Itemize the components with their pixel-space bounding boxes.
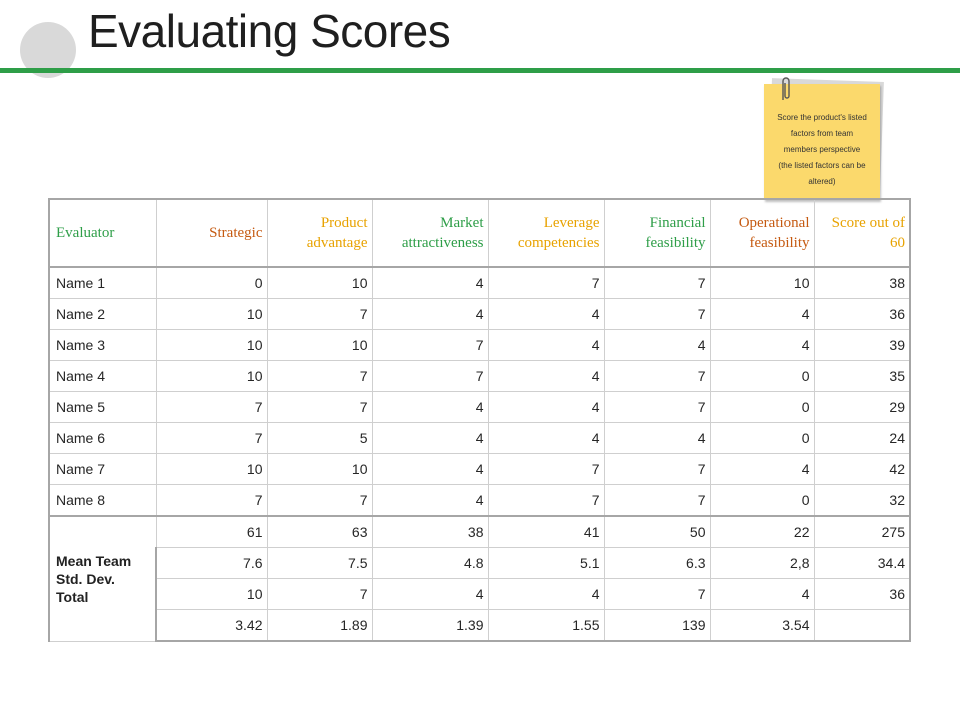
evaluator-name-cell: Name 5: [49, 392, 156, 423]
score-cell: 0: [710, 423, 814, 454]
score-cell: 4: [488, 392, 604, 423]
summary-value-cell: 139: [604, 610, 710, 642]
sticky-note-text: Score the product's listed factors from team members perspective (the listed factors can be altered): [777, 113, 867, 186]
summary-value-cell: 6.3: [604, 548, 710, 579]
score-cell: 4: [372, 485, 488, 517]
score-cell: 7: [156, 423, 267, 454]
score-cell: 10: [156, 330, 267, 361]
score-cell: 7: [267, 485, 372, 517]
score-cell: 0: [710, 392, 814, 423]
score-cell: 38: [814, 267, 910, 299]
score-cell: 7: [604, 485, 710, 517]
score-cell: 7: [156, 392, 267, 423]
score-cell: 7: [267, 361, 372, 392]
summary-value-cell: 34.4: [814, 548, 910, 579]
score-cell: 7: [604, 299, 710, 330]
table-row: [49, 423, 910, 454]
score-cell: 10: [267, 330, 372, 361]
summary-value-cell: 4.8: [372, 548, 488, 579]
score-cell: 7: [488, 267, 604, 299]
paperclip-icon: [779, 74, 793, 102]
score-cell: 4: [488, 361, 604, 392]
score-cell: 4: [710, 454, 814, 485]
score-cell: 4: [488, 299, 604, 330]
score-cell: 4: [488, 423, 604, 454]
summary-row: [49, 516, 910, 548]
table-row: [49, 392, 910, 423]
table-row: [49, 330, 910, 361]
column-header: Leverage competencies: [488, 199, 604, 267]
summary-value-cell: 3.54: [710, 610, 814, 642]
score-cell: 4: [710, 299, 814, 330]
column-header: Product advantage: [267, 199, 372, 267]
score-cell: 4: [372, 454, 488, 485]
evaluator-name-cell: Name 6: [49, 423, 156, 454]
summary-label-cell: Mean Team Std. Dev. Total: [49, 516, 156, 641]
summary-value-cell: 4: [488, 579, 604, 610]
header-row: [49, 199, 910, 267]
table-row: [49, 485, 910, 517]
score-cell: 36: [814, 299, 910, 330]
score-cell: 5: [267, 423, 372, 454]
score-cell: 10: [267, 454, 372, 485]
summary-value-cell: 61: [156, 516, 267, 548]
summary-value-cell: 3.42: [156, 610, 267, 642]
score-cell: 7: [372, 330, 488, 361]
score-cell: 7: [488, 485, 604, 517]
summary-value-cell: 5.1: [488, 548, 604, 579]
score-cell: 42: [814, 454, 910, 485]
summary-value-cell: 7: [604, 579, 710, 610]
score-cell: 0: [710, 485, 814, 517]
score-cell: 10: [156, 361, 267, 392]
score-cell: 7: [604, 454, 710, 485]
score-cell: 29: [814, 392, 910, 423]
score-cell: 4: [372, 392, 488, 423]
column-header: Operational feasibility: [710, 199, 814, 267]
evaluator-name-cell: Name 7: [49, 454, 156, 485]
summary-value-cell: 2,8: [710, 548, 814, 579]
summary-value-cell: 4: [372, 579, 488, 610]
score-cell: 0: [156, 267, 267, 299]
summary-value-cell: 41: [488, 516, 604, 548]
score-cell: 4: [604, 330, 710, 361]
summary-value-cell: 7: [267, 579, 372, 610]
score-cell: 7: [267, 392, 372, 423]
score-cell: 4: [372, 267, 488, 299]
evaluator-name-cell: Name 3: [49, 330, 156, 361]
score-cell: 0: [710, 361, 814, 392]
score-cell: 24: [814, 423, 910, 454]
summary-row: [49, 548, 910, 579]
score-cell: 10: [156, 299, 267, 330]
evaluator-name-cell: Name 1: [49, 267, 156, 299]
score-cell: 35: [814, 361, 910, 392]
summary-value-cell: 1.55: [488, 610, 604, 642]
table-body: [49, 267, 910, 641]
column-header: Financial feasibility: [604, 199, 710, 267]
table-row: [49, 361, 910, 392]
scores-table: [48, 198, 911, 642]
column-header: Evaluator: [49, 199, 156, 267]
score-cell: 4: [710, 330, 814, 361]
score-cell: 39: [814, 330, 910, 361]
column-header: Strategic: [156, 199, 267, 267]
score-cell: 7: [267, 299, 372, 330]
score-cell: 32: [814, 485, 910, 517]
summary-row: [49, 579, 910, 610]
summary-value-cell: 50: [604, 516, 710, 548]
summary-value-cell: 4: [710, 579, 814, 610]
summary-value-cell: 63: [267, 516, 372, 548]
summary-value-cell: 10: [156, 579, 267, 610]
score-cell: 10: [710, 267, 814, 299]
summary-value-cell: 7.6: [156, 548, 267, 579]
page-title: Evaluating Scores: [88, 5, 451, 57]
score-cell: 10: [156, 454, 267, 485]
score-cell: 4: [372, 299, 488, 330]
score-cell: 4: [488, 330, 604, 361]
evaluator-name-cell: Name 8: [49, 485, 156, 517]
score-cell: 7: [488, 454, 604, 485]
summary-value-cell: 38: [372, 516, 488, 548]
column-header: Score out of 60: [814, 199, 910, 267]
summary-value-cell: 36: [814, 579, 910, 610]
score-cell: 7: [604, 392, 710, 423]
evaluator-name-cell: Name 4: [49, 361, 156, 392]
score-cell: 7: [604, 361, 710, 392]
table-row: [49, 267, 910, 299]
summary-value-cell: 7.5: [267, 548, 372, 579]
score-cell: 7: [372, 361, 488, 392]
title-underline: [0, 68, 960, 73]
score-cell: 7: [604, 267, 710, 299]
table-row: [49, 454, 910, 485]
evaluator-name-cell: Name 2: [49, 299, 156, 330]
table-row: [49, 299, 910, 330]
summary-value-cell: 22: [710, 516, 814, 548]
score-cell: 4: [372, 423, 488, 454]
column-header: Market attractiveness: [372, 199, 488, 267]
score-cell: 4: [604, 423, 710, 454]
score-cell: 10: [267, 267, 372, 299]
summary-value-cell: [814, 610, 910, 642]
score-cell: 7: [156, 485, 267, 517]
summary-row: [49, 610, 910, 642]
summary-value-cell: 1.39: [372, 610, 488, 642]
summary-value-cell: 1.89: [267, 610, 372, 642]
summary-value-cell: 275: [814, 516, 910, 548]
